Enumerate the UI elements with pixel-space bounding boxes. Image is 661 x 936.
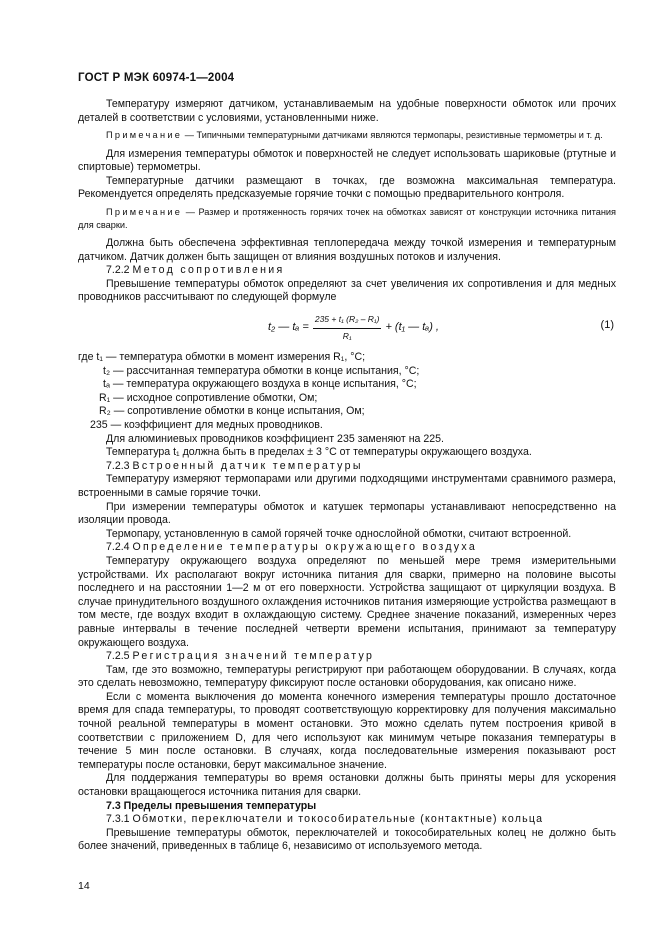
paragraph: Термопару, установленную в самой горячей точке однослойной обмотки, считают встроенной. <box>106 527 572 540</box>
document-header: ГОСТ Р МЭК 60974-1—2004 <box>78 72 235 84</box>
paragraph: Там, где это возможно, температуры регистрируют при работающем оборудовании. В случаях, когда это сделать невозможно, температуру фиксируют после остановки оборудования, как описано ниже. <box>78 663 616 690</box>
paragraph: Превышение температуры обмоток, переключателей и токособирательных колец не должно быть более значений, приведенных в таблице 6, независимо от используемого метода. <box>78 826 616 853</box>
formula-lhs: t₂ — tₐ = <box>268 321 309 334</box>
section-heading: 7.3 Пределы превышения температуры <box>106 799 317 812</box>
paragraph: Для поддержания температуры во время остановки должны быть приняты меры для ускорения остановки вращающегося источника питания для сварки. <box>78 772 616 799</box>
formula-number: (1) <box>600 319 614 332</box>
note-text: — Размер и протяженность горячих точек на обмотках зависят от конструкции источника питания для сварки. <box>78 207 616 230</box>
formula-fraction <box>313 313 382 343</box>
section-title: Регистрация значений температур <box>132 650 375 663</box>
definitions <box>78 351 616 433</box>
section-number: 7.2.3 <box>106 459 130 472</box>
section-title: Определение температуры окружающего воздуха <box>132 541 478 554</box>
section-heading <box>78 264 616 278</box>
section-heading <box>78 460 616 474</box>
section-heading <box>78 650 616 664</box>
section-title: Метод сопротивления <box>132 264 285 277</box>
note <box>78 206 616 231</box>
section-title: Встроенный датчик температуры <box>132 459 363 472</box>
paragraph: Для алюминиевых проводников коэффициент 235 заменяют на 225. <box>106 432 444 445</box>
definition: 235 — коэффициент для медных проводников. <box>90 419 323 431</box>
definition: R₁ — исходное сопротивление обмотки, Ом; <box>99 391 318 404</box>
section-heading <box>78 813 616 827</box>
paragraph: Температуру измеряют термопарами или другими подходящими инструментами сравнимого размера, встроенными в самые горячие точки. <box>78 473 616 499</box>
paragraph: Температуру окружающего воздуха определяют по меньшей мере тремя измерительными устройствами. Их располагают вокруг источника питания для сварки, примерно на половине высоты последнего и на расстоянии 1—2 м от его поверхности. Устройства защищают от циркуляции воздуха. В случае принудительного воздушного охлаждения источников питания измеряющие устройства размещают в том месте, где воздух входит в охлаждающую систему. Среднее значение показаний, измеренных через равные интервалы в течение последней четверти времени испытания, принимают за температуру окружающего воздуха. <box>78 554 616 649</box>
paragraph: Превышение температуры обмоток определяют за счет увеличения их сопротивления и для медных проводников рассчитывают по следующей формуле <box>78 277 616 304</box>
definition-text: t₁ — температура обмотки в момент измерения R₁, °C; <box>96 351 366 364</box>
paragraph: Должна быть обеспечена эффективная теплопередача между точкой измерения и температурным датчиком. Датчик должен быть защищен от влияния воздушных потоков и излучения. <box>78 237 616 263</box>
section-number: 7.2.4 <box>106 541 130 554</box>
formula-denominator: R₁ <box>342 330 352 341</box>
paragraph: Для измерения температуры обмоток и поверхностей не следует использовать шариковые (ртутные и спиртовые) термометры. <box>78 147 616 174</box>
paragraph: Температуру измеряют датчиком, устанавливаемым на удобные поверхности обмоток или прочих деталей в соответствии с условиями, установленными ниже. <box>78 98 616 124</box>
definition: t₂ — рассчитанная температура обмотки в конце испытания, °C; <box>103 364 420 377</box>
note-label: Примечание <box>106 130 183 141</box>
formula-numerator: 235 + t₁ (R₂ – R₁) <box>313 313 382 329</box>
section-heading <box>78 541 616 555</box>
paragraph: Если с момента выключения до момента конечного измерения температуры прошло достаточное время для спада температуры, то проводят соответствующую корректировку для получения максимально точной реальной температуры в момент остановки. Это можно сделать путем построения кривой в соответствии с приложением D, для чего используют как минимум четыре показания температуры в течение 5 мин после остановки. В случаях, когда последовательные измерения показывают рост температуры после остановки, берут максимальное значение. <box>78 690 616 771</box>
paragraph: Температурные датчики размещают в точках, где возможна максимальная температура. Рекомендуется определять предсказуемые горячие точки с помощью предварительного контроля. <box>78 174 616 201</box>
paragraph: Температура t₁ должна быть в пределах ± 3 °C от температуры окружающего воздуха. <box>106 446 532 459</box>
note-text: — Типичными температурными датчиками являются термопары, резистивные термометры и т. д. <box>182 130 603 141</box>
definition: tₐ — температура окружающего воздуха в конце испытания, °C; <box>103 378 417 391</box>
page-number: 14 <box>78 880 90 892</box>
note-label: Примечание <box>106 207 183 218</box>
section-number: 7.2.2 <box>106 264 130 277</box>
definition: R₂ — сопротивление обмотки в конце испытания, Ом; <box>99 405 365 418</box>
note <box>78 129 616 142</box>
formula-expression <box>268 313 439 343</box>
definition-where: где <box>78 351 94 364</box>
paragraph: При измерении температуры обмоток и катушек термопары устанавливают непосредственно на изоляции провода. <box>78 500 616 527</box>
formula-rhs: + (t₁ — tₐ) , <box>385 321 439 334</box>
section-title: Обмотки, переключатели и токособирательные (контактные) кольца <box>132 813 544 826</box>
definition <box>78 351 616 365</box>
formula <box>78 309 616 349</box>
section-number: 7.2.5 <box>106 650 130 663</box>
document-body <box>78 98 616 854</box>
section-number: 7.3.1 <box>106 813 130 826</box>
